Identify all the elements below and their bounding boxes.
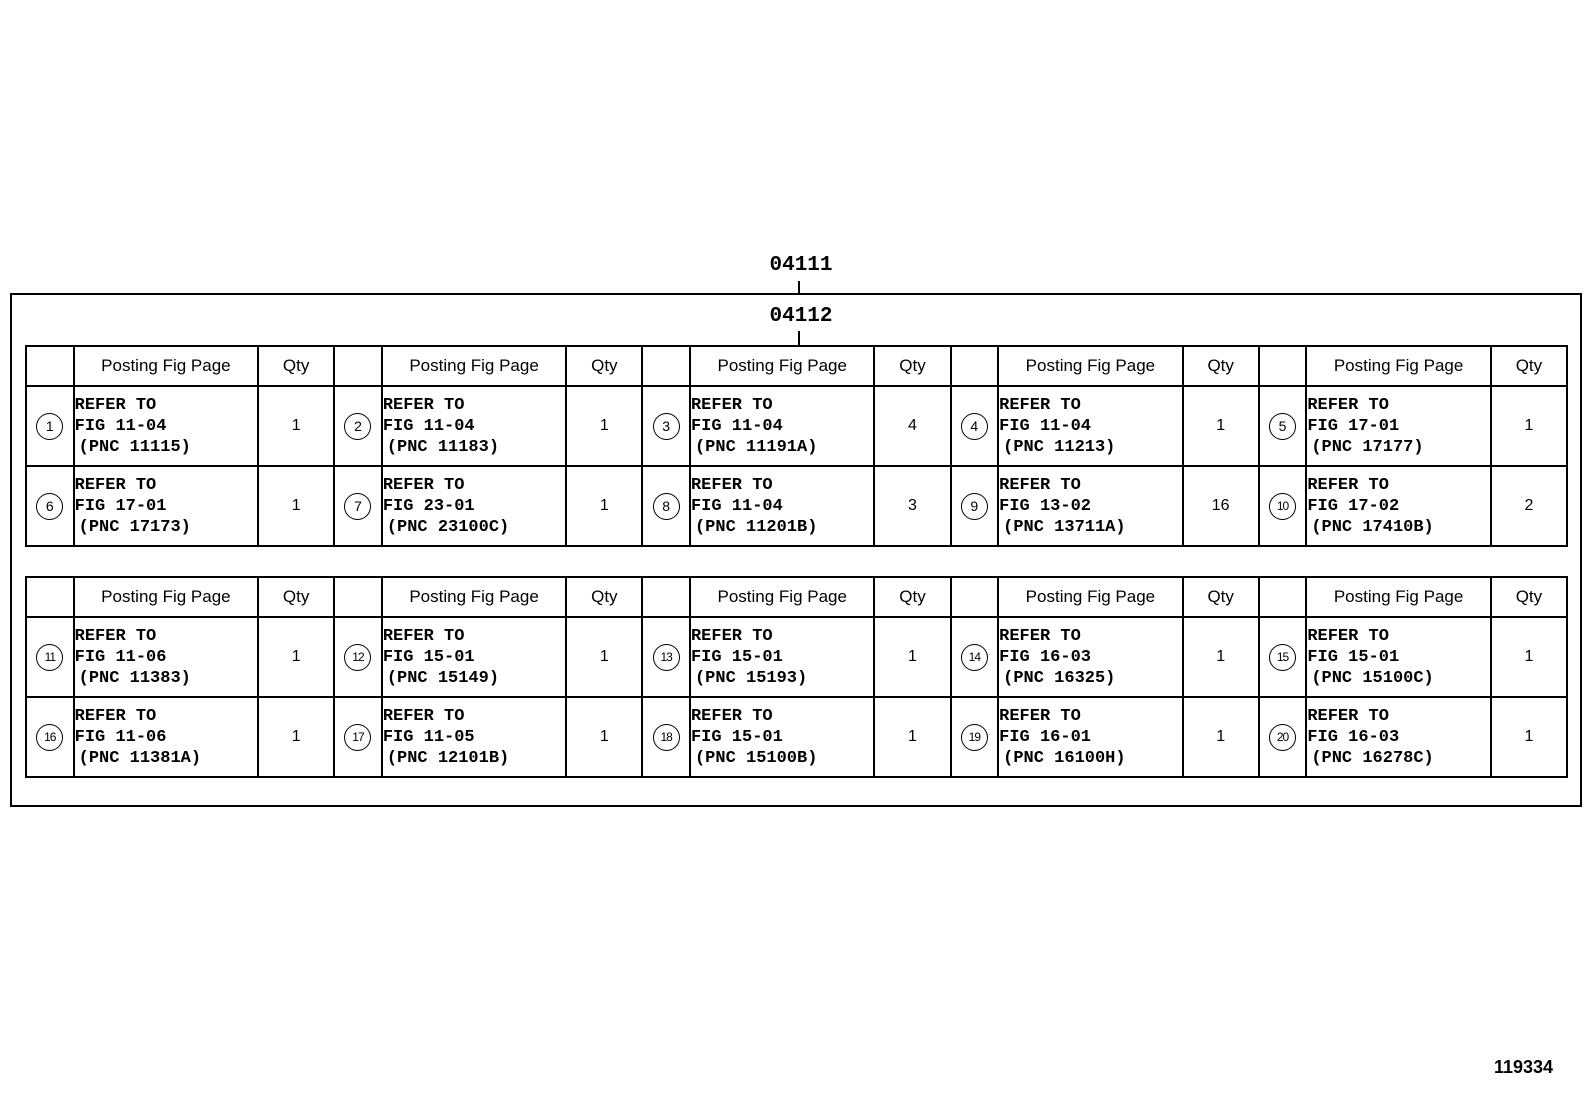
pnc-line: (PNC 16100H) (1003, 748, 1126, 768)
qty-cell: 3 (874, 466, 950, 546)
fig-line: FIG 11-04 (690, 416, 783, 436)
callout-number: 15 (1269, 644, 1296, 671)
callout-number: 14 (961, 644, 988, 671)
refer-line: REFER TO (74, 626, 157, 646)
refer-line: REFER TO (690, 475, 773, 495)
posting-cell (382, 466, 567, 546)
pnc-line: (PNC 12101B) (386, 748, 510, 768)
header-qty: Qty (566, 346, 642, 386)
callout-number: 4 (961, 413, 988, 440)
item-number-cell (642, 697, 690, 777)
posting-cell (74, 386, 259, 466)
item-number-cell (26, 386, 74, 466)
illustration-id: 119334 (1494, 1057, 1554, 1077)
fig-line: FIG 11-04 (999, 416, 1091, 436)
fig-line: FIG 16-03 (1307, 727, 1400, 747)
refer-line: REFER TO (1307, 395, 1389, 415)
callout-number: 16 (36, 724, 63, 751)
callout-number: 6 (36, 493, 63, 520)
item-number-cell (1259, 386, 1307, 466)
fig-line: FIG 11-04 (690, 496, 783, 516)
posting-cell (690, 466, 875, 546)
qty-cell: 1 (1491, 697, 1567, 777)
refer-line: REFER TO (74, 706, 157, 726)
refer-line: REFER TO (690, 626, 773, 646)
header-posting: Posting Fig Page (690, 577, 875, 617)
fig-line: FIG 16-03 (999, 647, 1091, 667)
refer-line: REFER TO (1307, 626, 1389, 646)
pnc-line: (PNC 15149) (386, 668, 500, 688)
qty-cell: 1 (874, 697, 950, 777)
refer-line: REFER TO (690, 395, 773, 415)
pnc-line: (PNC 16278C) (1311, 748, 1434, 768)
fig-line: FIG 11-06 (74, 647, 167, 667)
posting-cell (74, 617, 259, 697)
refer-line: REFER TO (74, 395, 157, 415)
item-number-cell (642, 386, 690, 466)
callout-number: 3 (653, 413, 680, 440)
table-row (26, 617, 1567, 697)
fig-line: FIG 11-04 (382, 416, 475, 436)
item-number-cell (334, 697, 382, 777)
header-posting: Posting Fig Page (998, 346, 1183, 386)
inner-assembly-label: 04112 (769, 305, 833, 328)
refer-line: REFER TO (382, 475, 465, 495)
header-qty: Qty (874, 577, 950, 617)
refer-line: REFER TO (1307, 475, 1389, 495)
refer-line: REFER TO (690, 706, 773, 726)
pnc-line: (PNC 23100C) (386, 517, 510, 537)
item-number-cell (26, 697, 74, 777)
table-row (26, 466, 1567, 546)
qty-cell: 16 (1183, 466, 1259, 546)
item-number-cell (334, 617, 382, 697)
callout-number: 10 (1269, 493, 1296, 520)
parts-table-lower (25, 576, 1568, 778)
callout-number: 13 (653, 644, 680, 671)
header-number-cell (26, 346, 74, 386)
header-number-cell (642, 577, 690, 617)
refer-line: REFER TO (999, 475, 1081, 495)
fig-line: FIG 23-01 (382, 496, 475, 516)
qty-cell: 1 (566, 617, 642, 697)
posting-cell (998, 617, 1183, 697)
posting-cell (382, 697, 567, 777)
pnc-line: (PNC 15100C) (1311, 668, 1434, 688)
header-number-cell (1259, 577, 1307, 617)
refer-line: REFER TO (74, 475, 157, 495)
header-posting: Posting Fig Page (690, 346, 875, 386)
header-qty: Qty (258, 577, 334, 617)
header-qty: Qty (566, 577, 642, 617)
pnc-line: (PNC 15193) (694, 668, 808, 688)
callout-number: 7 (344, 493, 371, 520)
qty-cell: 1 (258, 697, 334, 777)
qty-cell: 1 (566, 697, 642, 777)
refer-line: REFER TO (382, 706, 465, 726)
pnc-line: (PNC 17177) (1311, 437, 1424, 457)
callout-number: 11 (36, 644, 63, 671)
posting-cell (74, 697, 259, 777)
pnc-line: (PNC 16325) (1003, 668, 1116, 688)
header-number-cell (951, 577, 999, 617)
pnc-line: (PNC 15100B) (694, 748, 818, 768)
qty-cell: 1 (258, 466, 334, 546)
refer-line: REFER TO (999, 706, 1081, 726)
header-number-cell (642, 346, 690, 386)
fig-line: FIG 11-06 (74, 727, 167, 747)
pnc-line: (PNC 17173) (78, 517, 191, 537)
posting-cell (1306, 466, 1491, 546)
callout-number: 18 (653, 724, 680, 751)
posting-cell (690, 386, 875, 466)
header-number-cell (334, 346, 382, 386)
table-row (26, 697, 1567, 777)
fig-line: FIG 15-01 (382, 647, 475, 667)
callout-number: 2 (344, 413, 371, 440)
item-number-cell (951, 697, 999, 777)
pnc-line: (PNC 13711A) (1003, 517, 1126, 537)
fig-line: FIG 17-01 (1307, 416, 1400, 436)
qty-cell: 2 (1491, 466, 1567, 546)
refer-line: REFER TO (382, 626, 465, 646)
item-number-cell (1259, 466, 1307, 546)
item-number-cell (26, 617, 74, 697)
parts-table-upper (25, 345, 1568, 547)
pnc-line: (PNC 11213) (1003, 437, 1116, 457)
item-number-cell (642, 466, 690, 546)
header-posting: Posting Fig Page (382, 346, 567, 386)
table-row (26, 386, 1567, 466)
posting-cell (382, 617, 567, 697)
header-number-cell (1259, 346, 1307, 386)
posting-cell (998, 466, 1183, 546)
header-qty: Qty (1491, 577, 1567, 617)
header-qty: Qty (1491, 346, 1567, 386)
fig-line: FIG 11-04 (74, 416, 167, 436)
header-qty: Qty (1183, 577, 1259, 617)
header-posting: Posting Fig Page (74, 577, 259, 617)
callout-number: 8 (653, 493, 680, 520)
qty-cell: 1 (566, 466, 642, 546)
item-number-cell (951, 617, 999, 697)
posting-cell (1306, 697, 1491, 777)
posting-cell (690, 617, 875, 697)
fig-line: FIG 17-01 (74, 496, 167, 516)
item-number-cell (642, 617, 690, 697)
posting-cell (1306, 386, 1491, 466)
callout-number: 1 (36, 413, 63, 440)
callout-number: 5 (1269, 413, 1296, 440)
item-number-cell (1259, 697, 1307, 777)
refer-line: REFER TO (1307, 706, 1389, 726)
pnc-line: (PNC 11383) (78, 668, 191, 688)
posting-cell (1306, 617, 1491, 697)
qty-cell: 1 (1491, 617, 1567, 697)
header-posting: Posting Fig Page (382, 577, 567, 617)
header-qty: Qty (258, 346, 334, 386)
callout-number: 19 (961, 724, 988, 751)
callout-number: 20 (1269, 724, 1296, 751)
header-posting: Posting Fig Page (1306, 346, 1491, 386)
refer-line: REFER TO (382, 395, 465, 415)
header-posting: Posting Fig Page (74, 346, 259, 386)
qty-cell: 1 (258, 617, 334, 697)
table-header-row (26, 346, 1567, 386)
header-qty: Qty (874, 346, 950, 386)
callout-number: 9 (961, 493, 988, 520)
callout-number: 17 (344, 724, 371, 751)
qty-cell: 1 (1491, 386, 1567, 466)
fig-line: FIG 17-02 (1307, 496, 1400, 516)
item-number-cell (951, 466, 999, 546)
table-header-row (26, 577, 1567, 617)
qty-cell: 1 (566, 386, 642, 466)
posting-cell (690, 697, 875, 777)
item-number-cell (26, 466, 74, 546)
pnc-line: (PNC 17410B) (1311, 517, 1434, 537)
item-number-cell (951, 386, 999, 466)
fig-line: FIG 16-01 (999, 727, 1091, 747)
pnc-line: (PNC 11191A) (694, 437, 818, 457)
refer-line: REFER TO (999, 626, 1081, 646)
item-number-cell (334, 386, 382, 466)
header-posting: Posting Fig Page (1306, 577, 1491, 617)
qty-cell: 4 (874, 386, 950, 466)
refer-line: REFER TO (999, 395, 1081, 415)
posting-cell (998, 386, 1183, 466)
fig-line: FIG 13-02 (999, 496, 1091, 516)
header-number-cell (951, 346, 999, 386)
fig-line: FIG 15-01 (690, 727, 783, 747)
pnc-line: (PNC 11381A) (78, 748, 202, 768)
fig-line: FIG 15-01 (690, 647, 783, 667)
item-number-cell (1259, 617, 1307, 697)
item-number-cell (334, 466, 382, 546)
pnc-line: (PNC 11115) (78, 437, 191, 457)
posting-cell (382, 386, 567, 466)
qty-cell: 1 (1183, 386, 1259, 466)
callout-number: 12 (344, 644, 371, 671)
header-posting: Posting Fig Page (998, 577, 1183, 617)
posting-cell (74, 466, 259, 546)
qty-cell: 1 (1183, 697, 1259, 777)
header-qty: Qty (1183, 346, 1259, 386)
header-number-cell (334, 577, 382, 617)
fig-line: FIG 15-01 (1307, 647, 1400, 667)
qty-cell: 1 (874, 617, 950, 697)
pnc-line: (PNC 11183) (386, 437, 500, 457)
posting-cell (998, 697, 1183, 777)
header-number-cell (26, 577, 74, 617)
qty-cell: 1 (1183, 617, 1259, 697)
fig-line: FIG 11-05 (382, 727, 475, 747)
pnc-line: (PNC 11201B) (694, 517, 818, 537)
outer-assembly-label: 04111 (769, 254, 833, 277)
qty-cell: 1 (258, 386, 334, 466)
